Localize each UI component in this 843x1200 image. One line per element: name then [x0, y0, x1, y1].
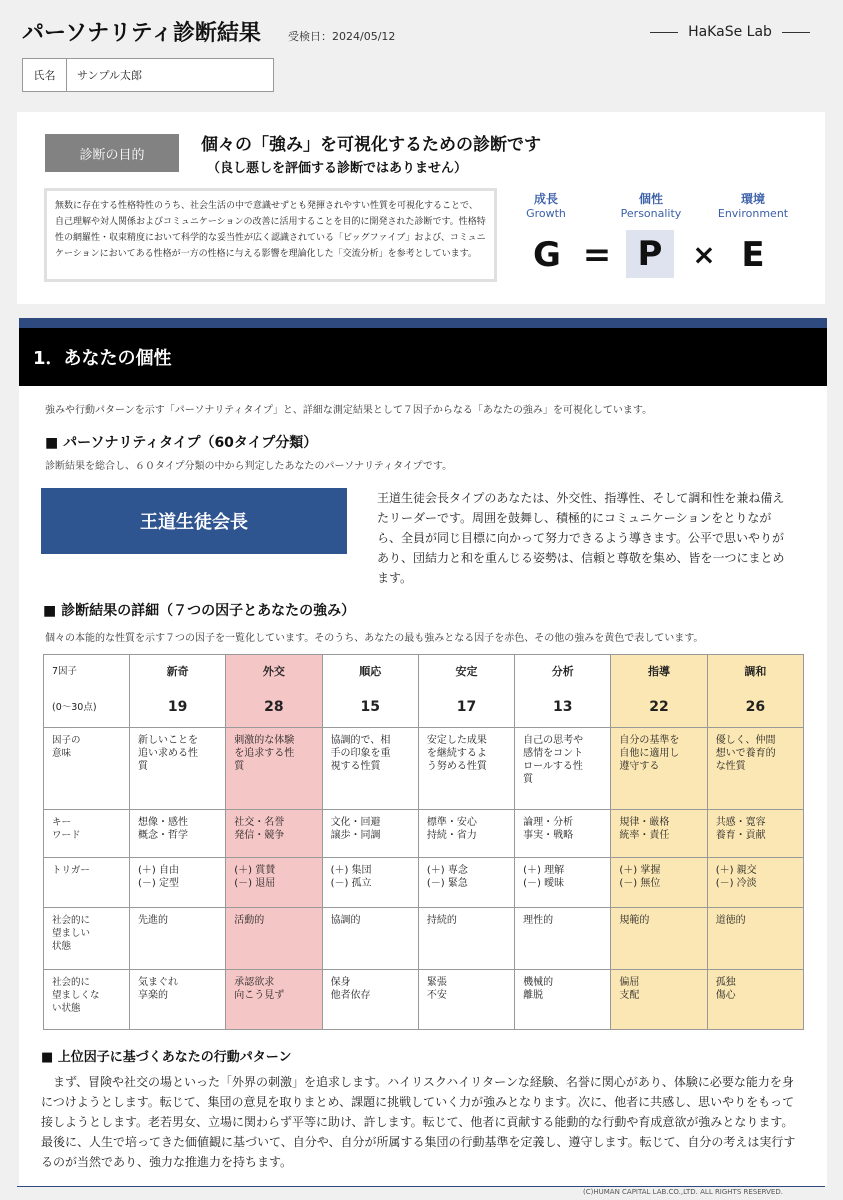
name-label: 氏名 — [23, 59, 67, 91]
factor-cell: (＋) 理解 (－) 曖昧 — [515, 858, 611, 908]
row-label: 社会的に 望ましくな い状態 — [44, 970, 130, 1030]
factor-score-2: 15 — [322, 688, 418, 728]
factor-name-0: 新奇 — [130, 655, 226, 688]
factor-detail-row — [44, 858, 804, 908]
factor-cell: (＋) 賞賛 (－) 退屈 — [226, 858, 322, 908]
factor-name-1: 外交 — [226, 655, 322, 688]
footer-divider — [17, 1186, 825, 1187]
formula-environment-label — [698, 190, 808, 220]
row-label: トリガー — [44, 858, 130, 908]
corner-range: (0～30点) — [44, 688, 130, 728]
purpose-subline: （良し悪しを評価する診断ではありません） — [207, 161, 468, 176]
section-accent-bar — [19, 318, 827, 328]
factor-cell: 道徳的 — [707, 908, 803, 970]
brand-logo — [650, 24, 810, 40]
factor-score-5: 22 — [611, 688, 707, 728]
behavior-heading: ■ 上位因子に基づくあなたの行動パターン — [41, 1050, 292, 1065]
formula-growth-label — [491, 190, 601, 220]
factor-cell: 自己の思考や 感情をコント ロールする性 質 — [515, 728, 611, 810]
factor-cell: 標準・安心 持続・省力 — [418, 810, 514, 858]
personality-en: Personality — [620, 207, 682, 220]
factor-cell: 安定した成果 を継続するよ う努める性質 — [418, 728, 514, 810]
formula-times: × — [692, 238, 716, 271]
factor-cell: 新しいことを 追い求める性 質 — [130, 728, 226, 810]
row-label: 社会的に 望ましい 状態 — [44, 908, 130, 970]
factor-cell: 持続的 — [418, 908, 514, 970]
type-intro: 診断結果を総合し、６０タイプ分類の中から判定したあなたのパーソナリティタイプです。 — [45, 461, 453, 472]
factor-score-3: 17 — [418, 688, 514, 728]
type-heading: ■ パーソナリティタイプ（60タイプ分類） — [45, 435, 318, 451]
purpose-headline: 個々の「強み」を可視化するための診断です — [201, 135, 541, 155]
section-intro: 強みや行動パターンを示す「パーソナリティタイプ」と、詳細な測定結果として７因子からなる「あなたの強み」を可視化しています。 — [45, 405, 653, 416]
factor-cell: (＋) 集団 (－) 孤立 — [322, 858, 418, 908]
factor-cell: (＋) 専念 (－) 緊急 — [418, 858, 514, 908]
formula-equals: = — [582, 235, 612, 275]
factor-score-row — [44, 688, 804, 728]
factor-cell: 緊張 不安 — [418, 970, 514, 1030]
name-value: サンプル太郎 — [77, 69, 143, 82]
factor-cell: 自分の基準を 自他に適用し 遵守する — [611, 728, 707, 810]
section-body — [19, 386, 827, 1186]
factor-detail-row — [44, 810, 804, 858]
factor-cell: 規範的 — [611, 908, 707, 970]
personality-jp: 個性 — [638, 192, 663, 206]
factor-detail-row — [44, 970, 804, 1030]
detail-intro: 個々の本能的な性質を示す７つの因子を一覧化しています。そのうち、あなたの最も強みとなる因子を赤色、その他の強みを黄色で表しています。 — [45, 633, 704, 644]
purpose-description: 無数に存在する性格特性のうち、社会生活の中で意識せずとも発揮されやすい性質を可視化することで、自己理解や対人関係およびコミュニケーションの改善に活用することを目的に開発された診断です。性格特性の網羅性・収束精度において科学的な妥当性が広く認識されている「ビッグファイブ」および、コミュニケーションにおいてある性格が一方の性格に与える影響を理論化した「交流分析」を参考としています。 — [44, 188, 497, 282]
factor-cell: 規律・厳格 統率・責任 — [611, 810, 707, 858]
factor-name-row — [44, 655, 804, 688]
factor-cell: 社交・名誉 発信・競争 — [226, 810, 322, 858]
copyright: (C)HUMAN CAPITAL LAB.CO.,LTD. ALL RIGHTS RESERVED. — [583, 1188, 783, 1196]
purpose-badge: 診断の目的 — [45, 134, 179, 172]
growth-en: Growth — [526, 207, 566, 220]
name-field — [22, 58, 274, 92]
factor-cell: 活動的 — [226, 908, 322, 970]
growth-jp: 成長 — [533, 192, 558, 206]
personality-type-description: 王道生徒会長タイプのあなたは、外交性、指導性、そして調和性を兼ね備えたリーダーです。周囲を鼓舞し、積極的にコミュニケーションをとりながら、全員が同じ目標に向かって努力できるよう導きます。公平で思いやりがあり、団結力と和を重んじる姿勢は、信頼と尊敬を集め、皆を一つにまとめます。 — [377, 491, 785, 585]
factor-cell: (＋) 自由 (－) 定型 — [130, 858, 226, 908]
factor-score-6: 26 — [707, 688, 803, 728]
factor-name-4: 分析 — [515, 655, 611, 688]
factor-detail-row — [44, 908, 804, 970]
factor-cell: 協調的で、相 手の印象を重 視する性質 — [322, 728, 418, 810]
factor-cell: 偏屈 支配 — [611, 970, 707, 1030]
page-title: パーソナリティ診断結果 — [22, 21, 261, 46]
factor-cell: (＋) 掌握 (－) 無位 — [611, 858, 707, 908]
environment-en: Environment — [717, 207, 789, 220]
factor-table — [43, 654, 804, 1030]
factor-name-5: 指導 — [611, 655, 707, 688]
row-label: キー ワード — [44, 810, 130, 858]
behavior-text: まず、冒険や社交の場といった「外界の刺激」を追求します。ハイリスクハイリターンな経験、名誉に関心があり、体験に必要な能力を身につけようとします。転じて、集団の意見を取りまとめ、課題に挑戦していく力が強みとなります。次に、他者に共感し、思いやりをもって接しようとします。老若男女、立場に関わらず平等に助け、許します。転じて、他者に貢献する能動的な行動や育成意欲が強みとなります。最後に、人生で培ってきた価値観に基づいて、自分や、自分が所属する集団の行動基準を定義し、遵守します。転じて、自分の考えは実行するのが当然であり、強力な推進力を持ちます。 — [41, 1075, 796, 1169]
brand-name: HaKaSe Lab — [688, 24, 772, 40]
personality-type-badge: 王道生徒会長 — [41, 488, 347, 554]
factor-cell: 文化・回避 譲歩・同調 — [322, 810, 418, 858]
formula-p: P — [626, 230, 674, 278]
formula-e: E — [741, 235, 765, 275]
factor-cell: 刺激的な体験 を追求する性 質 — [226, 728, 322, 810]
factor-name-6: 調和 — [707, 655, 803, 688]
detail-heading: ■ 診断結果の詳細（７つの因子とあなたの強み） — [43, 603, 356, 619]
formula-personality-label — [596, 190, 706, 220]
factor-score-1: 28 — [226, 688, 322, 728]
factor-cell: 協調的 — [322, 908, 418, 970]
factor-cell: (＋) 親交 (－) 冷淡 — [707, 858, 803, 908]
factor-cell: 機械的 離脱 — [515, 970, 611, 1030]
factor-name-2: 順応 — [322, 655, 418, 688]
factor-cell: 共感・寛容 養育・貢献 — [707, 810, 803, 858]
section-title: 1．あなたの個性 — [19, 328, 827, 386]
factor-cell: 論理・分析 事実・戦略 — [515, 810, 611, 858]
factor-cell: 保身 他者依存 — [322, 970, 418, 1030]
purpose-panel — [17, 112, 825, 304]
row-label: 因子の 意味 — [44, 728, 130, 810]
exam-date: 受検日：2024/05/12 — [288, 30, 396, 43]
factor-cell: 優しく、仲間 想いで養育的 な性質 — [707, 728, 803, 810]
factor-detail-row — [44, 728, 804, 810]
factor-cell: 孤独 傷心 — [707, 970, 803, 1030]
factor-cell: 承認欲求 向こう見ず — [226, 970, 322, 1030]
factor-cell: 先進的 — [130, 908, 226, 970]
factor-cell: 理性的 — [515, 908, 611, 970]
factor-cell: 想像・感性 概念・哲学 — [130, 810, 226, 858]
environment-jp: 環境 — [740, 192, 765, 206]
factor-cell: 気まぐれ 享楽的 — [130, 970, 226, 1030]
brand-divider-left — [650, 32, 678, 33]
factor-score-4: 13 — [515, 688, 611, 728]
corner-label: 7因子 — [44, 655, 130, 688]
brand-divider-right — [782, 32, 810, 33]
factor-score-0: 19 — [130, 688, 226, 728]
factor-name-3: 安定 — [418, 655, 514, 688]
formula-g: G — [533, 235, 561, 275]
